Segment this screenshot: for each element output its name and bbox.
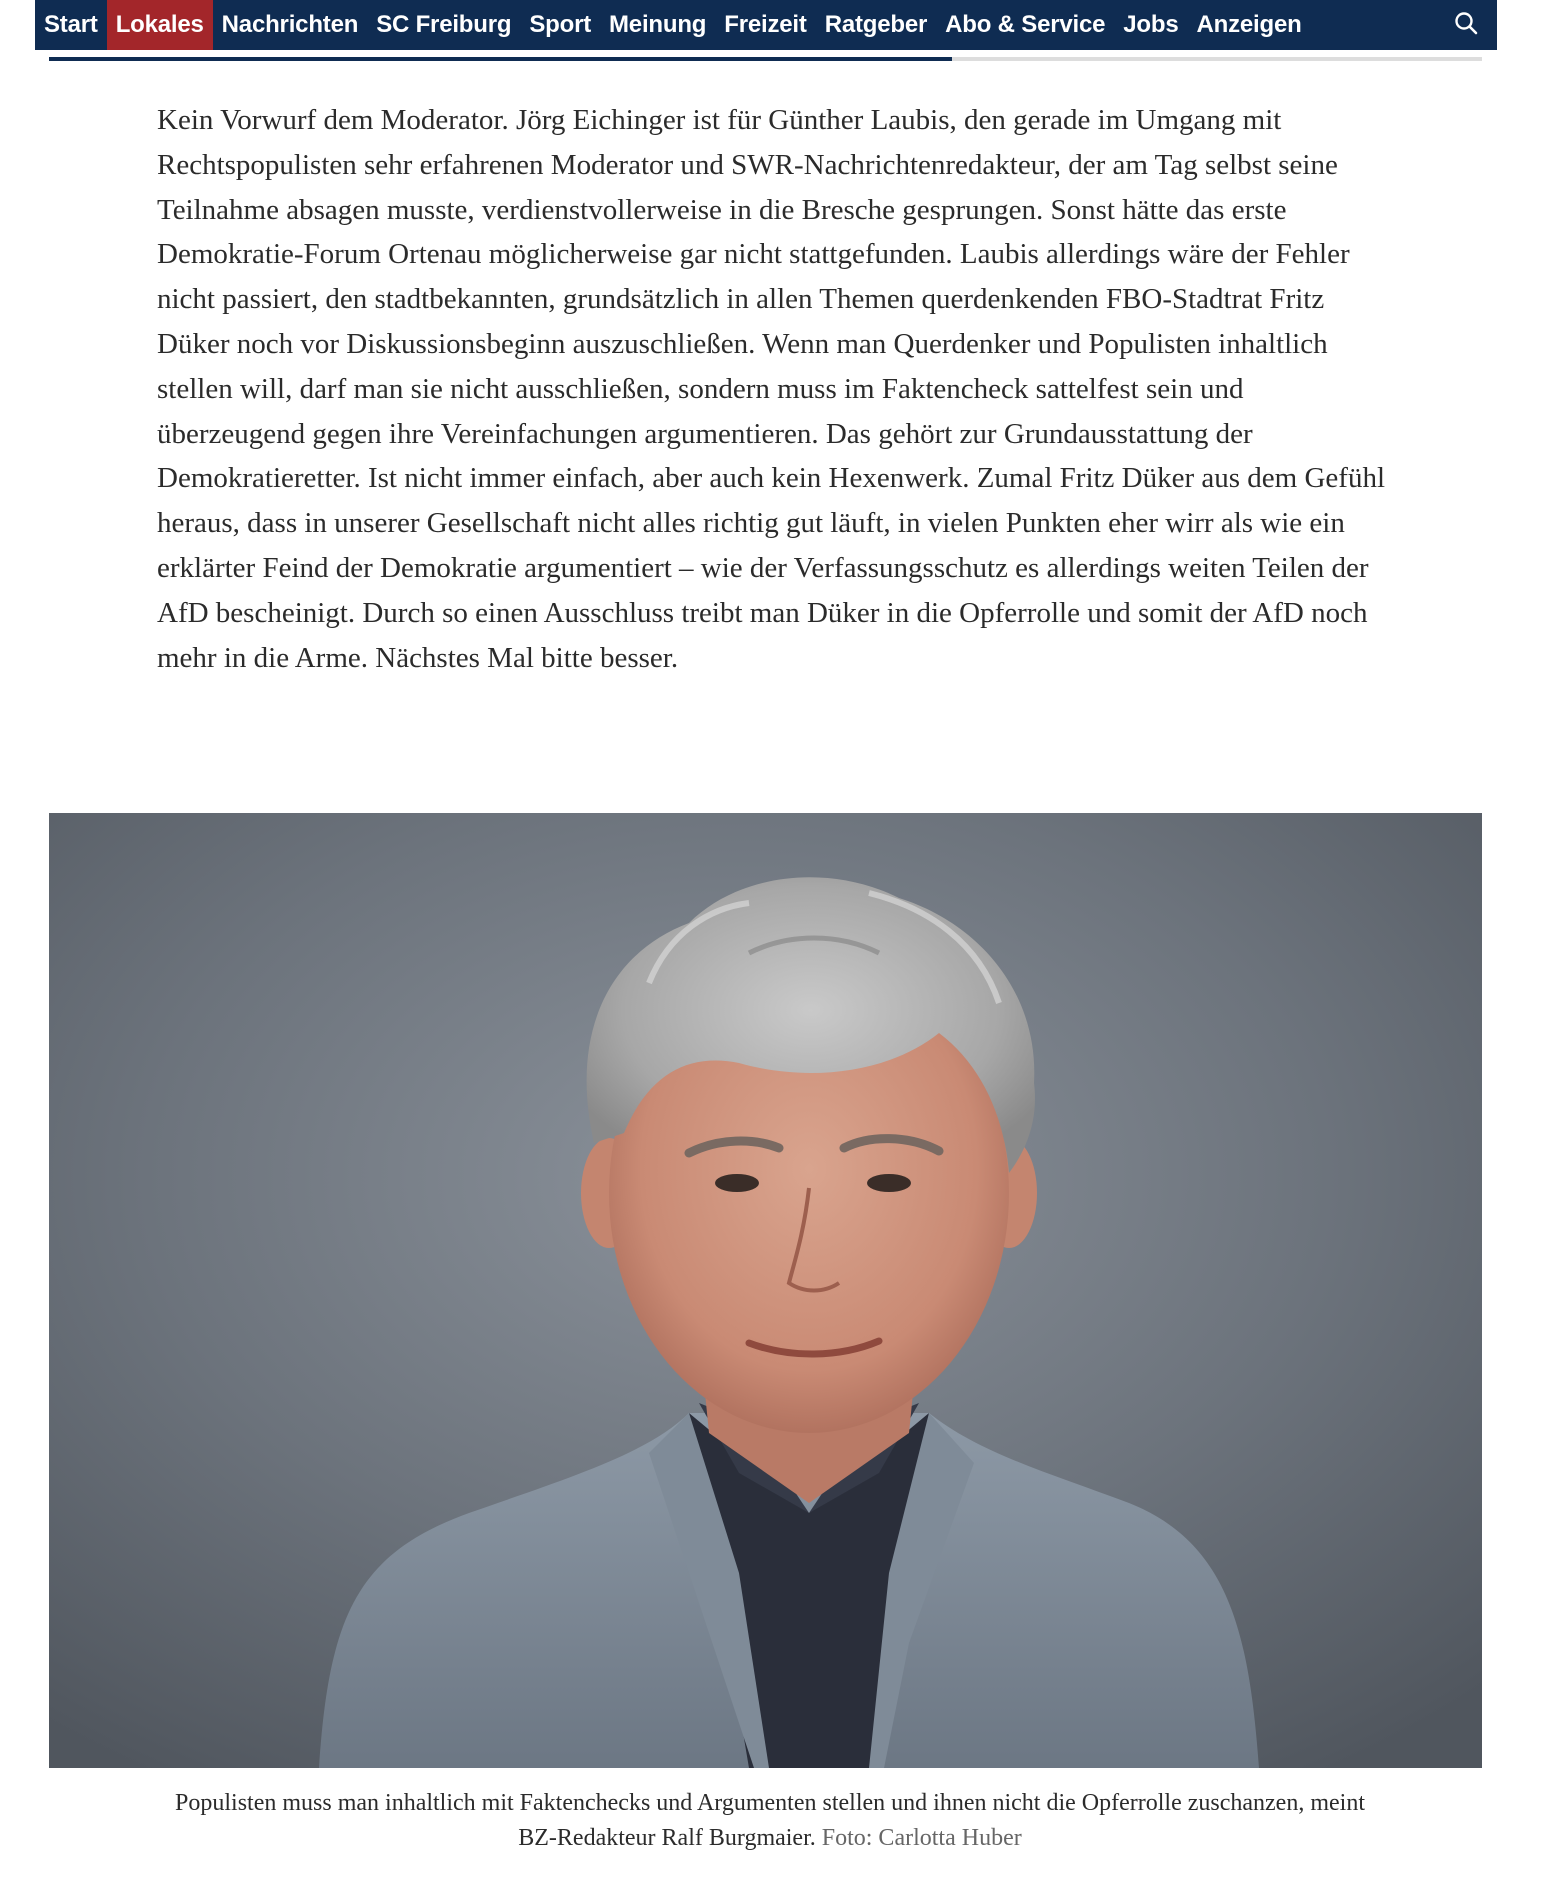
nav-item-nachrichten[interactable]: Nachrichten [221, 11, 359, 38]
nav-item-sc-freiburg[interactable]: SC Freiburg [376, 11, 512, 38]
nav-item-ratgeber[interactable]: Ratgeber [824, 11, 928, 38]
search-button[interactable] [1451, 8, 1483, 40]
reading-progress-bar [49, 57, 1482, 61]
photo-credit: Foto: Carlotta Huber [821, 1825, 1022, 1851]
main-navigation [35, 0, 1497, 50]
nav-item-sport[interactable]: Sport [529, 11, 592, 38]
reading-progress-fill [49, 57, 952, 61]
nav-item-freizeit[interactable]: Freizeit [724, 11, 807, 38]
caption-text: Populisten muss man inhaltlich mit Faktenchecks und Argumenten stellen und ihnen nicht die Opferrolle zuschanzen, meint BZ-Redakteur Ralf Burgmaier. [175, 1790, 1365, 1851]
nav-item-lokales[interactable]: Lokales [107, 0, 213, 50]
nav-menu [35, 0, 1311, 50]
nav-item-anzeigen[interactable]: Anzeigen [1196, 11, 1302, 38]
portrait-illustration [49, 813, 1482, 1768]
article-paragraph: Kein Vorwurf dem Moderator. Jörg Eichinger ist für Günther Laubis, den gerade im Umgang mit Rechtspopulisten sehr erfahrenen Moderator und SWR-Nachrichtenredakteur, der am Tag selbst seine Teilnahme absagen musste, verdienstvollerweise in die Bresche gesprungen. Sonst hätte das erste Demokratie-Forum Ortenau möglicherweise gar nicht stattgefunden. Laubis allerdings wäre der Fehler nicht passiert, den stadtbekannten, grundsätzlich in allen Themen querdenkenden FBO-Stadtrat Fritz Düker noch vor Diskussionsbeginn auszuschließen. Wenn man Querdenker und Populisten inhaltlich stellen will, darf man sie nicht ausschließen, sondern muss im Faktencheck sattelfest sein und überzeugend gegen ihre Vereinfachungen argumentieren. Das gehört zur Grundausstattung der Demokratieretter. Ist nicht immer einfach, aber auch kein Hexenwerk. Zumal Fritz Düker aus dem Gefühl heraus, dass in unserer Gesellschaft nicht alles richtig gut läuft, in vielen Punkten eher wirr als wie ein erklärter Feind der Demokratie argumentiert – wie der Verfassungsschutz es allerdings weiten Teilen der AfD bescheinigt. Durch so einen Ausschluss treibt man Düker in die Opferrolle und somit der AfD noch mehr in die Arme. Nächstes Mal bitte besser. [157, 104, 1386, 674]
nav-item-jobs[interactable]: Jobs [1123, 11, 1179, 38]
search-icon [1451, 8, 1483, 40]
nav-item-abo-service[interactable]: Abo & Service [945, 11, 1106, 38]
photo-caption [160, 1786, 1380, 1856]
nav-item-start[interactable]: Start [44, 11, 98, 38]
article-photo[interactable] [49, 813, 1482, 1768]
nav-item-meinung[interactable]: Meinung [609, 11, 707, 38]
